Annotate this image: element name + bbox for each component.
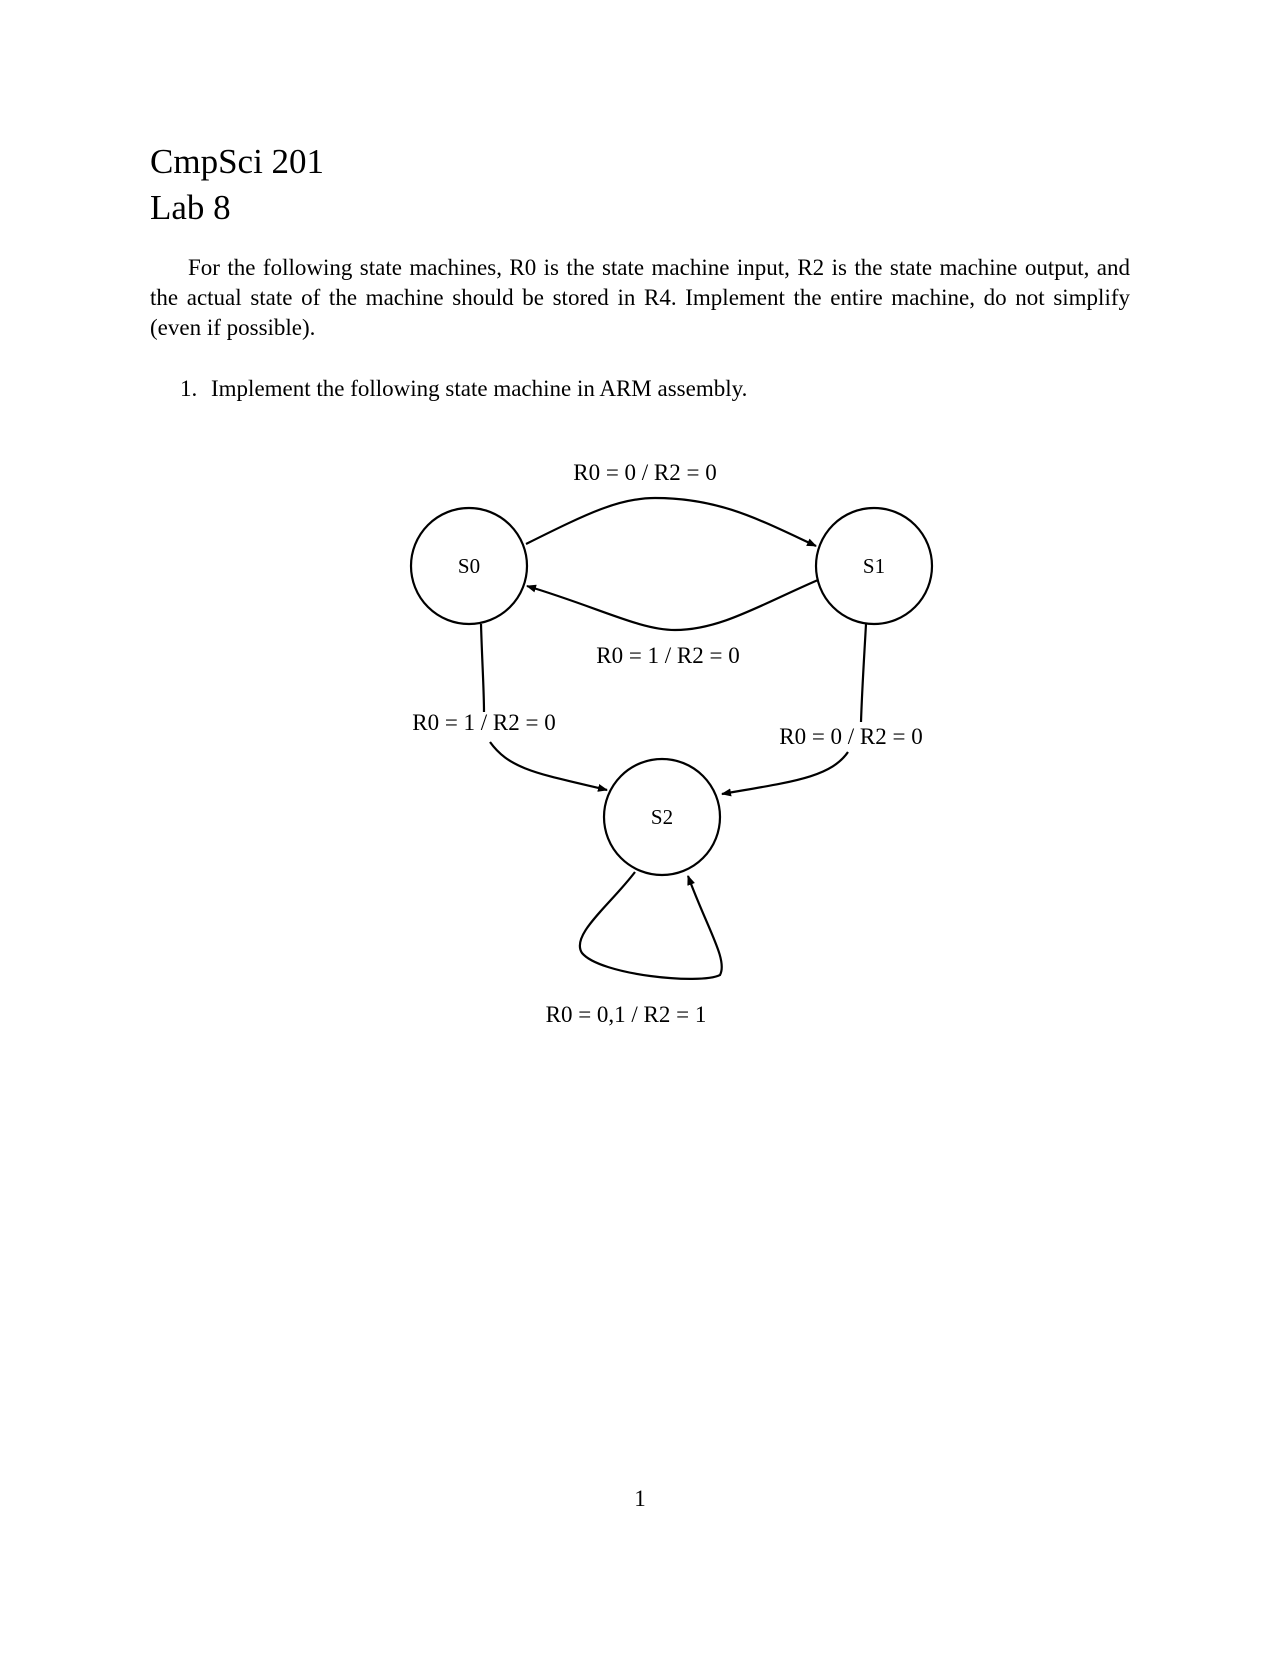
- edge-label-s2-self: R0 = 0,1 / R2 = 1: [545, 1002, 707, 1027]
- state-s2: [604, 759, 720, 875]
- edge-s2-self-loop: [580, 872, 722, 979]
- page-number: 1: [634, 1486, 646, 1511]
- question-text: Implement the following state machine in ARM assembly.: [211, 376, 748, 401]
- edge-label-s0-to-s2: R0 = 1 / R2 = 0: [412, 710, 556, 735]
- lab-title: Lab 8: [150, 188, 231, 227]
- edge-s1-to-s2: [861, 624, 866, 722]
- state-s0: [411, 508, 527, 624]
- edge-s1-to-s2-arrow: [722, 752, 848, 794]
- edge-s0-to-s2: [481, 624, 484, 712]
- edge-label-s1-to-s2: R0 = 0 / R2 = 0: [779, 724, 923, 749]
- state-s1-label: S1: [862, 554, 886, 578]
- edge-s0-to-s1: [526, 498, 816, 546]
- course-title: CmpSci 201: [150, 142, 325, 181]
- state-s2-label: S2: [650, 805, 674, 829]
- state-s0-label: S0: [457, 554, 481, 578]
- edge-label-s0-to-s1: R0 = 0 / R2 = 0: [573, 460, 717, 485]
- question-number: 1.: [180, 376, 198, 401]
- state-s1: [816, 508, 932, 624]
- edge-s0-to-s2-arrow: [490, 742, 607, 790]
- edge-s1-to-s0: [527, 580, 818, 630]
- intro-paragraph: For the following state machines, R0 is the state machine input, R2 is the state machine output, and the actual state of the machine should be stored in R4. Implement the entire machine, do not simplify (even if possible).: [150, 255, 1130, 340]
- edge-label-s1-to-s0: R0 = 1 / R2 = 0: [596, 643, 740, 668]
